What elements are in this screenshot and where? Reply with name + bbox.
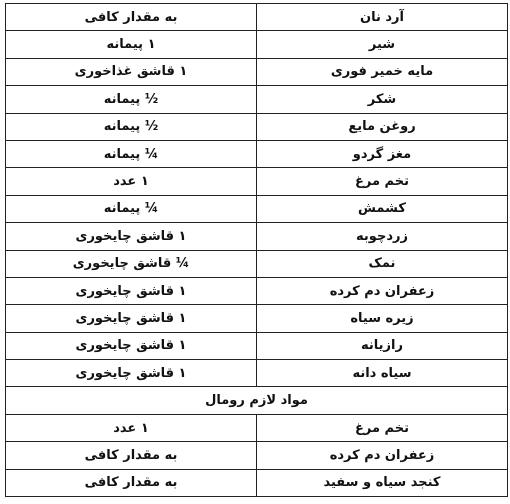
ingredient-name: مغز گردو [257, 140, 508, 167]
ingredient-quantity: ¼ قاشق چایخوری [6, 250, 257, 277]
table-row [6, 4, 508, 31]
ingredient-name: آرد نان [257, 4, 508, 31]
ingredient-name: زیره سیاه [257, 305, 508, 332]
table-row [6, 113, 508, 140]
ingredient-quantity: ۱ قاشق چایخوری [6, 360, 257, 387]
topping-quantity: به مقدار کافی [6, 469, 257, 496]
main-ingredients-body [6, 4, 508, 497]
topping-section-title: مواد لازم رومال [6, 387, 508, 414]
ingredient-name: تخم مرغ [257, 168, 508, 195]
table-row [6, 86, 508, 113]
table-row [6, 58, 508, 85]
topping-name: تخم مرغ [257, 414, 508, 441]
table-row [6, 442, 508, 469]
recipe-container [5, 3, 505, 497]
table-row [6, 332, 508, 359]
ingredient-name: مایه خمیر فوری [257, 58, 508, 85]
topping-name: کنجد سیاه و سفید [257, 469, 508, 496]
table-row [6, 469, 508, 496]
ingredient-name: شیر [257, 31, 508, 58]
topping-quantity: ۱ عدد [6, 414, 257, 441]
table-row [6, 360, 508, 387]
ingredient-name: زردچوبه [257, 223, 508, 250]
ingredient-quantity: ۱ قاشق چایخوری [6, 332, 257, 359]
table-row [6, 305, 508, 332]
ingredient-quantity: ½ پیمانه [6, 86, 257, 113]
table-row [6, 414, 508, 441]
ingredient-name: روغن مایع [257, 113, 508, 140]
section-header-row [6, 387, 508, 414]
ingredient-quantity: ۱ قاشق چایخوری [6, 277, 257, 304]
ingredient-name: کشمش [257, 195, 508, 222]
table-row [6, 223, 508, 250]
ingredient-quantity: به مقدار کافی [6, 4, 257, 31]
topping-quantity: به مقدار کافی [6, 442, 257, 469]
ingredient-quantity: ½ پیمانه [6, 113, 257, 140]
table-row [6, 277, 508, 304]
table-row [6, 168, 508, 195]
table-row [6, 250, 508, 277]
topping-name: زعفران دم کرده [257, 442, 508, 469]
ingredient-quantity: ۱ عدد [6, 168, 257, 195]
ingredients-table [5, 3, 508, 497]
ingredient-quantity: ¼ پیمانه [6, 195, 257, 222]
table-row [6, 140, 508, 167]
ingredient-quantity: ۱ قاشق چایخوری [6, 223, 257, 250]
ingredient-name: زعفران دم کرده [257, 277, 508, 304]
table-row [6, 31, 508, 58]
ingredient-name: سیاه دانه [257, 360, 508, 387]
table-row [6, 195, 508, 222]
ingredient-quantity: ۱ قاشق چایخوری [6, 305, 257, 332]
ingredient-name: رازیانه [257, 332, 508, 359]
ingredient-quantity: ¼ پیمانه [6, 140, 257, 167]
ingredient-quantity: ۱ قاشق غذاخوری [6, 58, 257, 85]
ingredient-name: شکر [257, 86, 508, 113]
ingredient-name: نمک [257, 250, 508, 277]
ingredient-quantity: ۱ پیمانه [6, 31, 257, 58]
